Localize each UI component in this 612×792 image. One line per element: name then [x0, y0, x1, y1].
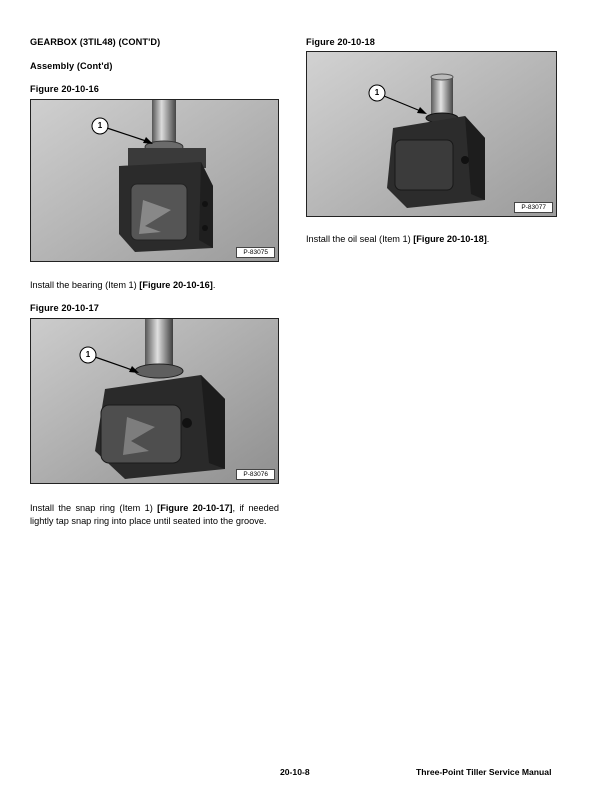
figure-20-10-18-photo: [306, 51, 557, 217]
gearbox-bearing-illustration: [31, 100, 279, 262]
manual-title: Three-Point Tiller Service Manual: [416, 767, 552, 777]
instruction-bearing: [30, 279, 279, 292]
gearbox-oil-seal-illustration: [307, 52, 557, 217]
section-title: GEARBOX (3TIL48) (CONT'D): [30, 37, 161, 47]
instruction-oil-seal-suffix: .: [486, 234, 490, 244]
instruction-snap-ring-suffix: , if needed lightly tap snap ring into place until seated into the groove.: [30, 503, 279, 526]
figure-ref-16: [Figure 20-10-16]: [139, 280, 213, 290]
figure-title-16: Figure 20-10-16: [30, 84, 99, 94]
instruction-bearing-suffix: .: [212, 280, 216, 290]
photo-code-16: P-83075: [236, 247, 275, 258]
figure-title-17: Figure 20-10-17: [30, 303, 99, 313]
instruction-bearing-text: Install the bearing (Item 1): [30, 280, 140, 290]
subsection-title: Assembly (Cont'd): [30, 61, 113, 71]
callout-number-16: 1: [97, 121, 103, 130]
figure-ref-17: [Figure 20-10-17]: [157, 503, 233, 513]
gearbox-snap-ring-illustration: [31, 319, 279, 484]
figure-ref-18: [Figure 20-10-18]: [413, 234, 487, 244]
figure-20-10-17-photo: [30, 318, 279, 484]
instruction-oil-seal-text: Install the oil seal (Item 1): [306, 234, 414, 244]
photo-code-17: P-83076: [236, 469, 275, 480]
figure-20-10-16-photo: [30, 99, 279, 262]
figure-title-18: Figure 20-10-18: [306, 37, 375, 47]
instruction-oil-seal: [306, 233, 557, 246]
instruction-snap-ring: [30, 502, 279, 528]
page-number: 20-10-8: [280, 767, 310, 777]
callout-number-18: 1: [374, 88, 380, 97]
callout-number-17: 1: [85, 350, 91, 359]
photo-code-18: P-83077: [514, 202, 553, 213]
instruction-snap-ring-text: Install the snap ring (Item 1): [30, 503, 158, 513]
